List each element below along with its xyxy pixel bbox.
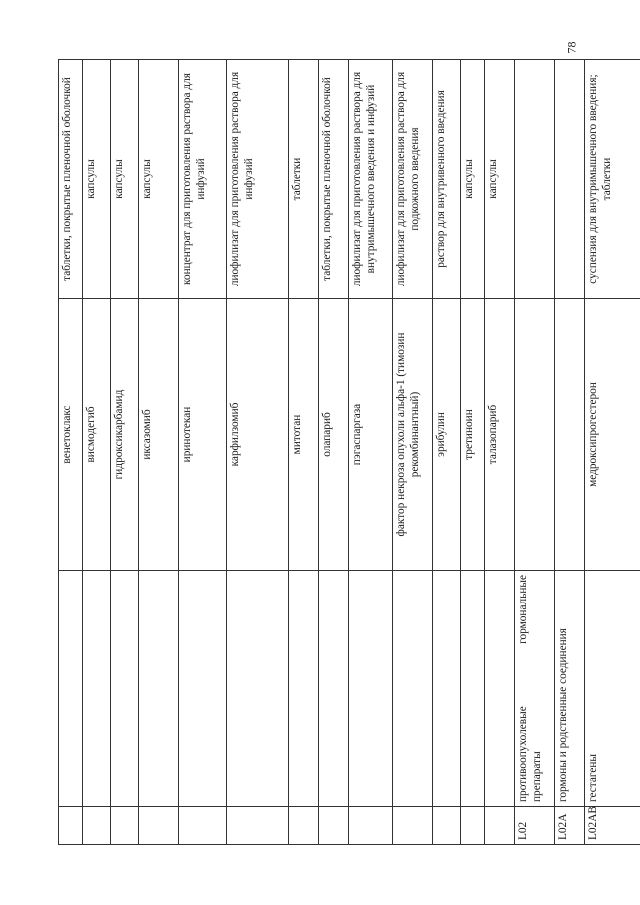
atc-code: L02: [515, 807, 555, 845]
group-name: [179, 571, 227, 807]
table-row: [555, 60, 585, 845]
table-row: [349, 60, 393, 845]
page-number: 78: [564, 41, 579, 54]
drug-table: [58, 59, 640, 845]
dosage-form: капсулы: [485, 60, 515, 299]
drug-inn: фактор некроза опухоли альфа-1 (тимозин рекомбинантный): [393, 299, 433, 571]
drug-inn: [515, 299, 555, 571]
group-name: [319, 571, 349, 807]
table-row: [461, 60, 485, 845]
table-row: [485, 60, 515, 845]
drug-inn: третиноин: [461, 299, 485, 571]
dosage-form: раствор для внутривенного введения: [433, 60, 461, 299]
atc-code: [83, 807, 111, 845]
group-name: гормоны и родственные соединения: [555, 571, 585, 807]
drug-inn: медроксипрогестерон: [585, 299, 640, 571]
group-name: [515, 571, 555, 807]
table-row: [179, 60, 227, 845]
dosage-form: таблетки: [289, 60, 319, 299]
atc-code: [227, 807, 289, 845]
atc-code: [433, 807, 461, 845]
table-row: [59, 60, 83, 845]
table-row: [433, 60, 461, 845]
drug-inn: эрибулин: [433, 299, 461, 571]
table-row: [585, 60, 640, 845]
drug-inn: иксазомиб: [139, 299, 179, 571]
atc-code: [289, 807, 319, 845]
table-row: [319, 60, 349, 845]
dosage-form: капсулы: [83, 60, 111, 299]
dosage-form: таблетки, покрытые пленочной оболочкой: [59, 60, 83, 299]
group-name: [349, 571, 393, 807]
group-name: [83, 571, 111, 807]
drug-inn: гидроксикарбамид: [111, 299, 139, 571]
group-name-part: препараты: [530, 751, 543, 802]
atc-code: [485, 807, 515, 845]
group-name: [485, 571, 515, 807]
atc-code: [139, 807, 179, 845]
drug-inn: пэгаспаргаза: [349, 299, 393, 571]
group-name: гестагены: [585, 571, 640, 807]
drug-inn: карфилзомиб: [227, 299, 289, 571]
group-name: [289, 571, 319, 807]
drug-inn: венетоклакс: [59, 299, 83, 571]
table-row: [393, 60, 433, 845]
dosage-form: капсулы: [111, 60, 139, 299]
page-content: [58, 60, 613, 845]
drug-inn: иринотекан: [179, 299, 227, 571]
dosage-form: [515, 60, 555, 299]
group-name: [393, 571, 433, 807]
dosage-form: лиофилизат для приготовления раствора для подкожного введения: [393, 60, 433, 299]
group-name-part: гормональные: [517, 575, 529, 644]
dosage-form: лиофилизат для приготовления раствора для внутримышечного введения и инфузий: [349, 60, 393, 299]
dosage-form: [555, 60, 585, 299]
table-row: [83, 60, 111, 845]
group-name: [139, 571, 179, 807]
drug-inn: талазопариб: [485, 299, 515, 571]
dosage-form: концентрат для приготовления раствора для инфузий: [179, 60, 227, 299]
table-row: [139, 60, 179, 845]
table-row: [515, 60, 555, 845]
table-row: [227, 60, 289, 845]
atc-code: [59, 807, 83, 845]
drug-inn: [555, 299, 585, 571]
group-name: [111, 571, 139, 807]
atc-code: [349, 807, 393, 845]
group-name: [461, 571, 485, 807]
drug-inn: олапариб: [319, 299, 349, 571]
drug-inn: митотан: [289, 299, 319, 571]
dosage-form: суспензия для внутримышечного введения; таблетки: [585, 60, 640, 299]
dosage-form: капсулы: [461, 60, 485, 299]
table-row: [111, 60, 139, 845]
atc-code: [179, 807, 227, 845]
group-name: [433, 571, 461, 807]
table-row: [289, 60, 319, 845]
dosage-form: таблетки, покрытые пленочной оболочкой: [319, 60, 349, 299]
atc-code: [461, 807, 485, 845]
atc-code: [111, 807, 139, 845]
group-name: [59, 571, 83, 807]
atc-code: L02A: [555, 807, 585, 845]
atc-code: [319, 807, 349, 845]
group-name: [227, 571, 289, 807]
dosage-form: лиофилизат для приготовления раствора для инфузий: [227, 60, 289, 299]
drug-inn: висмодегиб: [83, 299, 111, 571]
atc-code: [393, 807, 433, 845]
group-name-part: противоопухолевые: [517, 706, 529, 802]
atc-code: L02AB: [585, 807, 640, 845]
dosage-form: капсулы: [139, 60, 179, 299]
